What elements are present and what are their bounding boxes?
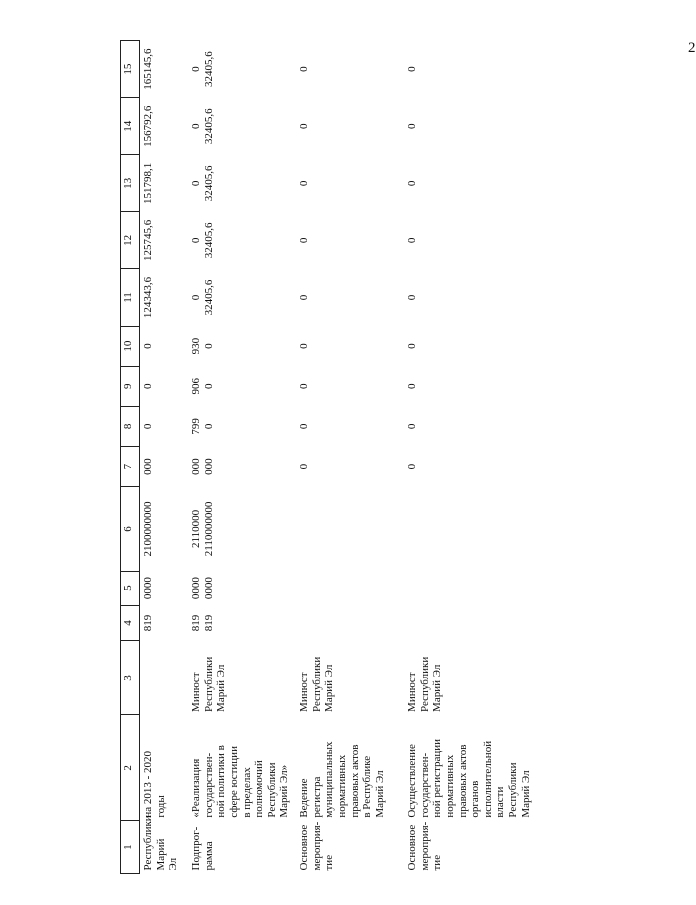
cell-col-9 [188,366,296,406]
cell-value: 2110000000 [202,501,215,557]
cell-col-15 [404,41,534,98]
cell-col-8 [296,406,404,446]
cell-col-15 [140,41,189,98]
cell-col-13 [296,155,404,212]
rotated-table-wrapper [120,40,532,874]
cell-value: 0 [406,463,418,470]
cell-value: 32405,6 [202,108,215,145]
cell-value: 151798,1 [142,162,154,204]
table-row [188,41,296,874]
cell-col-11 [296,269,404,326]
table-row [404,41,534,874]
cell-value: 0 [298,237,310,244]
cell-col-1: Основное мероприя- тие [298,821,336,871]
column-header-2: 2 [121,715,140,821]
cell-col-13 [140,155,189,212]
cell-value: 0 [298,423,310,430]
cell-col-10 [140,326,189,366]
cell-value: 0 [190,294,202,301]
cell-col-14 [188,98,296,155]
cell-value: 32405,6 [202,51,215,87]
cell-col-9 [404,366,534,406]
cell-value: 156792,6 [142,105,154,147]
column-header-11: 11 [121,269,140,326]
cell-col-13 [404,155,534,212]
cell-value: 0 [142,383,154,390]
cell-col-3 [140,641,189,715]
cell-value: 0 [406,66,418,72]
cell-col-5 [140,571,189,605]
cell-value: 0000 [190,577,202,600]
cell-col-7 [296,447,404,487]
column-header-6: 6 [121,487,140,572]
cell-col-8 [404,406,534,446]
cell-value: 0 [202,423,215,430]
cell-value: 819 [190,614,202,632]
cell-value: 0 [298,294,310,301]
cell-col-5 [188,571,296,605]
budget-table [120,40,534,874]
cell-value: 0 [406,237,418,244]
cell-value: 906 [190,378,202,395]
cell-col-12 [188,212,296,269]
cell-value: 2100000000 [142,501,154,557]
cell-col-2: на 2013 - 2020 годы [142,750,167,818]
cell-col-13 [188,155,296,212]
page-number: 2 [688,40,696,56]
cell-col-11 [140,269,189,326]
cell-col-4 [404,605,534,641]
cell-value: 0 [190,66,202,72]
cell-value: 0 [142,423,154,430]
column-header-7: 7 [121,447,140,487]
column-header-3: 3 [121,641,140,715]
cell-value: 0 [406,294,418,301]
cell-col-11 [188,269,296,326]
column-header-10: 10 [121,326,140,366]
cell-value: 0 [190,237,202,244]
cell-col-2: Осуществление государствен- ной регистрации нормативных правовых актов органов исполнительной власти Республики Марий Эл [406,738,532,818]
cell-col-7 [404,447,534,487]
cell-col-14 [296,98,404,155]
cell-value: 165145,6 [142,48,154,90]
cell-col-6 [296,487,404,572]
cell-col-15 [188,41,296,98]
cell-col-10 [404,326,534,366]
cell-col-4 [140,605,189,641]
column-header-5: 5 [121,571,140,605]
cell-value: 0 [406,343,418,349]
cell-col-12 [404,212,534,269]
cell-col-10 [296,326,404,366]
cell-value: 930 [190,337,202,355]
cell-col-9 [296,366,404,406]
cell-value: 0 [298,463,310,470]
cell-value: 0 [298,343,310,349]
header-row [121,41,140,874]
cell-col-4 [188,605,296,641]
cell-col-1: Республики Марий Эл [142,815,180,871]
cell-col-11 [404,269,534,326]
cell-value: 000 [142,458,154,475]
cell-value: 000 [202,458,215,475]
cell-col-6 [188,487,296,572]
cell-col-7 [140,447,189,487]
cell-value: 32405,6 [202,279,215,316]
cell-value: 0 [190,123,202,130]
cell-col-4 [296,605,404,641]
table-row [296,41,404,874]
cell-value: 0 [202,383,215,390]
cell-col-6 [140,487,189,572]
cell-col-12 [140,212,189,269]
cell-value: 000 [190,458,202,475]
cell-col-8 [188,406,296,446]
cell-col-9 [140,366,189,406]
table-row [140,41,189,874]
cell-col-14 [404,98,534,155]
cell-col-2: «Реализация государствен- ной политики в сфере юстиции в пределах полномочий Республики Марий Эл» [190,745,291,818]
cell-col-15 [296,41,404,98]
cell-value: 819 [202,614,215,632]
cell-col-10 [188,326,296,366]
cell-col-12 [296,212,404,269]
cell-col-6 [404,487,534,572]
column-header-15: 15 [121,41,140,98]
cell-value: 32405,6 [202,165,215,202]
cell-col-3: Минюст Республики Марий Эл [406,656,444,712]
cell-col-5 [404,571,534,605]
cell-col-8 [140,406,189,446]
cell-value: 0000 [202,577,215,600]
cell-value: 0 [406,383,418,390]
column-header-9: 9 [121,366,140,406]
table-body [140,41,535,874]
cell-value: 125745,6 [142,219,154,262]
cell-value: 819 [142,614,154,632]
cell-value: 799 [190,418,202,435]
cell-value: 0 [190,180,202,187]
column-header-8: 8 [121,406,140,446]
cell-value: 0 [298,66,310,72]
column-header-1: 1 [121,821,140,874]
cell-col-14 [140,98,189,155]
cell-value: 0 [406,180,418,187]
cell-value: 0 [298,180,310,187]
column-header-12: 12 [121,212,140,269]
cell-value: 0 [298,123,310,130]
cell-value: 2110000 [190,509,202,548]
column-header-13: 13 [121,155,140,212]
cell-value: 0 [142,343,154,349]
cell-col-3: Минюст Республики Марий Эл [298,656,336,712]
cell-col-3: Минюст Республики Марий Эл [190,656,228,712]
column-header-4: 4 [121,605,140,641]
cell-col-5 [296,571,404,605]
cell-value: 0 [202,343,215,349]
cell-value: 0 [298,383,310,390]
cell-col-1: Основное мероприя- тие [406,821,444,871]
cell-col-1: Подпрог- рамма [190,826,215,871]
column-header-14: 14 [121,98,140,155]
cell-value: 0000 [142,577,154,600]
cell-value: 0 [406,123,418,130]
cell-value: 124343,6 [142,276,154,319]
cell-col-7 [188,447,296,487]
cell-value: 32405,6 [202,222,215,259]
cell-col-2: Ведение регистра муниципальных нормативных правовых актов в Республике Марий Эл [298,741,386,818]
cell-value: 0 [406,423,418,430]
